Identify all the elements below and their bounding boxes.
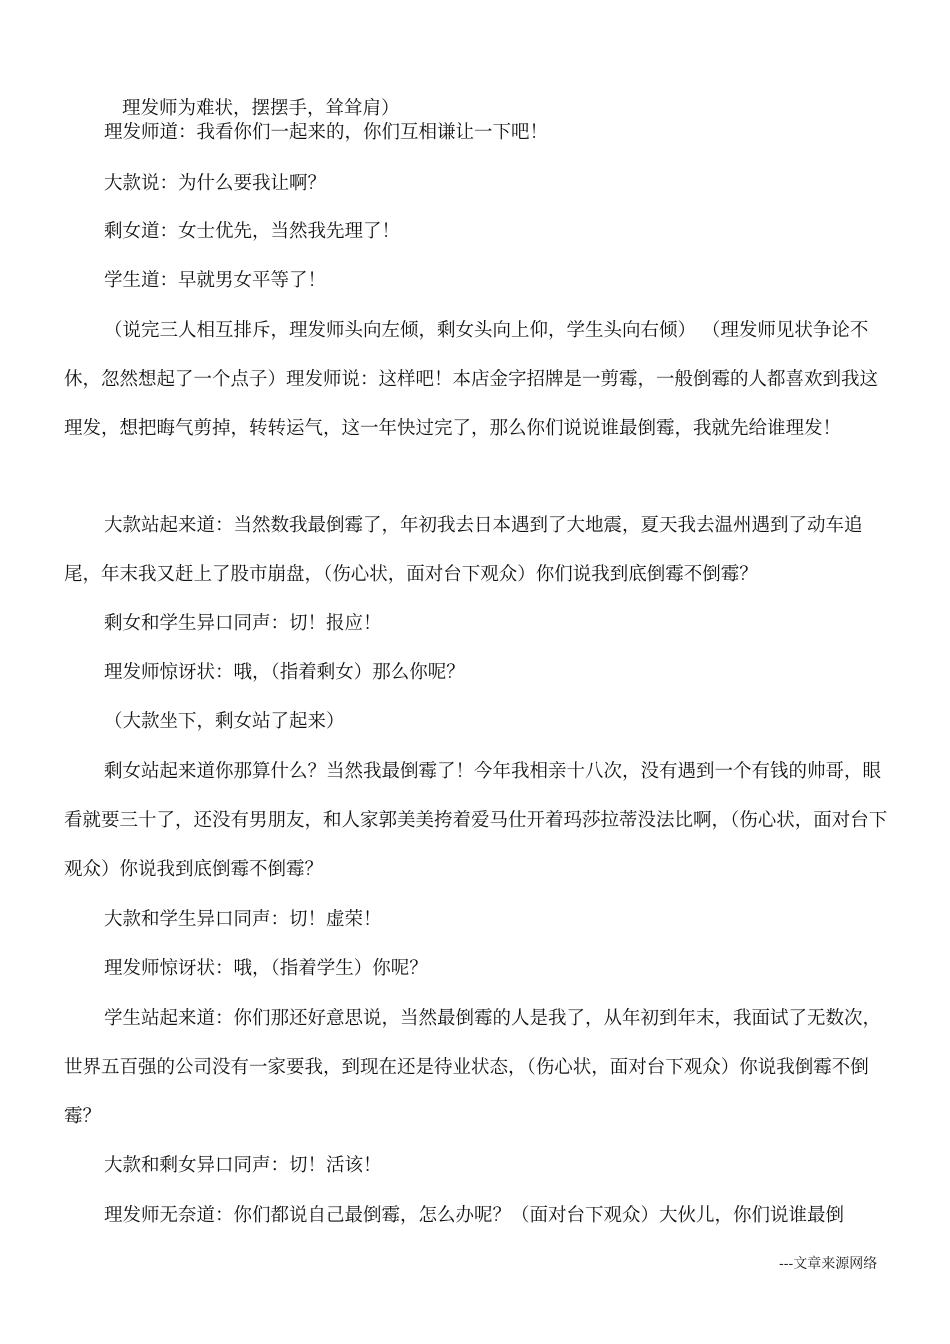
paragraph-14: 学生站起来道：你们那还好意思说，当然最倒霉的人是我了，从年初到年末，我面试了无数次，世界五百强的公司没有一家要我，到现在还是待业状态，（伤心状，面对台下观众）你说我倒霉不倒霉？ bbox=[64, 1008, 882, 1127]
paragraph-15: 大款和剩女异口同声：切！活该！ bbox=[104, 1155, 382, 1176]
paragraph-6: （说完三人相互排斥，理发师头向左倾，剩女头向上仰，学生头向右倾） （理发师见状争论不休，忽然想起了一个点子）理发师说：这样吧！本店金字招牌是一剪霉，一般倒霉的人都喜欢到我这理发，想把晦气剪掉，转转运气，这一年快过完了，那么你们说说谁最倒霉，我就先给谁理发！ bbox=[64, 320, 879, 439]
paragraph-7: 大款站起来道：当然数我最倒霉了，年初我去日本遇到了大地震，夏天我去温州遇到了动车追尾，年末我又赶上了股市崩盘，（伤心状，面对台下观众）你们说我到底倒霉不倒霉？ bbox=[64, 515, 863, 585]
paragraph-5: 学生道：早就男女平等了！ bbox=[104, 270, 327, 291]
paragraph-2: 理发师道：我看你们一起来的，你们互相谦让一下吧！ bbox=[104, 122, 549, 143]
paragraph-4: 剩女道：女士优先，当然我先理了！ bbox=[104, 221, 401, 242]
paragraph-12: 大款和学生异口同声：切！虚荣！ bbox=[104, 909, 382, 930]
paragraph-3: 大款说：为什么要我让啊？ bbox=[104, 173, 327, 194]
paragraph-1: 理发师为难状，摆摆手，耸耸肩） bbox=[122, 98, 400, 119]
paragraph-9: 理发师惊讶状：哦，（指着剩女）那么你呢？ bbox=[104, 662, 465, 683]
paragraph-16: 理发师无奈道：你们都说自己最倒霉，怎么办呢？（面对台下观众）大伙儿，你们说谁最倒 bbox=[104, 1205, 845, 1226]
source-footer: ---文章来源网络 bbox=[779, 1256, 878, 1272]
paragraph-13: 理发师惊讶状：哦，（指着学生）你呢？ bbox=[104, 958, 428, 979]
paragraph-10: （大款坐下，剩女站了起来） bbox=[104, 711, 345, 732]
paragraph-11: 剩女站起来道你那算什么？当然我最倒霉了！今年我相亲十八次，没有遇到一个有钱的帅哥，眼看就要三十了，还没有男朋友，和人家郭美美挎着爱马仕开着玛莎拉蒂没法比啊，（伤心状，面对台下观众）你说我到底倒霉不倒霉？ bbox=[64, 761, 888, 880]
paragraph-opening bbox=[64, 97, 892, 145]
paragraph-8: 剩女和学生异口同声：切！报应！ bbox=[104, 613, 382, 634]
